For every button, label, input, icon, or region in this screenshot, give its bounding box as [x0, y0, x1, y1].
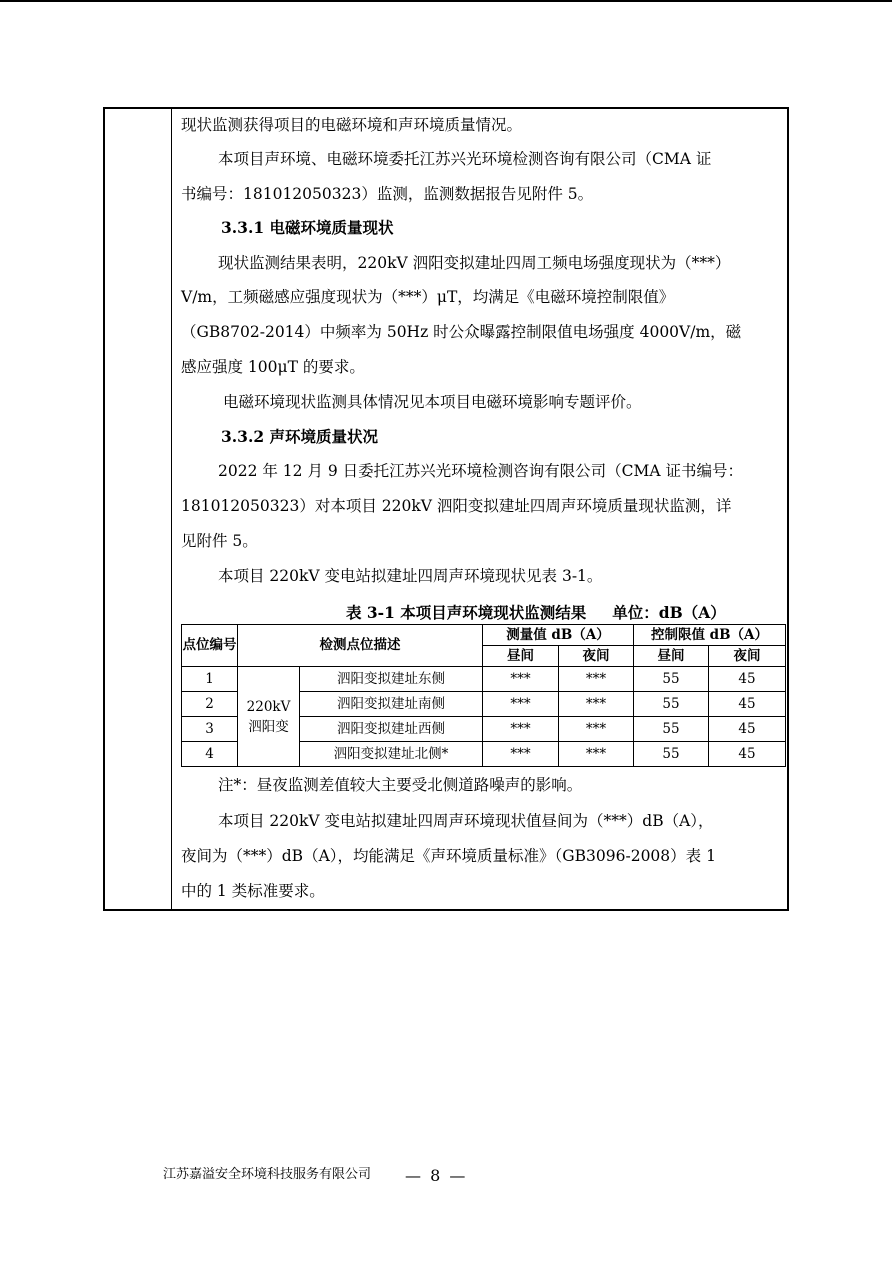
group-label: 220kV泗阳变	[246, 698, 291, 735]
paragraph-line: 电磁环境现状监测具体情况见本项目电磁环境影响专题评价。	[223, 393, 642, 411]
col-header-day: 昼间	[483, 646, 559, 667]
col-header-measured: 测量值 dB（A）	[483, 625, 634, 646]
cell-limit-day: 55	[634, 742, 709, 767]
cell-limit-day: 55	[634, 667, 709, 692]
section-heading-3-3-1: 3.3.1 电磁环境质量现状	[221, 218, 394, 237]
cell-desc: 泗阳变拟建址南侧	[300, 692, 483, 717]
table-title	[346, 601, 726, 623]
col-header-night: 夜间	[559, 646, 634, 667]
paragraph-line: （GB8702-2014）中频率为 50Hz 时公众曝露控制限值电场强度 4000V/m，磁	[181, 323, 742, 341]
cell-point-no: 3	[182, 717, 238, 742]
cell-measured-night: ***	[559, 742, 634, 767]
frame-divider	[171, 109, 172, 909]
table-row	[182, 667, 786, 692]
cell-desc: 泗阳变拟建址东侧	[300, 667, 483, 692]
paragraph-line: 本项目 220kV 变电站拟建址四周声环境现状见表 3-1。	[218, 567, 603, 585]
paragraph-line: 181012050323）对本项目 220kV 泗阳变拟建址四周声环境质量现状监测，详	[181, 497, 732, 515]
cell-measured-night: ***	[559, 692, 634, 717]
cell-measured-night: ***	[559, 667, 634, 692]
cell-measured-day: ***	[483, 692, 559, 717]
col-header-limit: 控制限值 dB（A）	[634, 625, 786, 646]
footer-company: 江苏嘉溢安全环境科技服务有限公司	[163, 1167, 372, 1182]
paragraph-line: 现状监测结果表明，220kV 泗阳变拟建址四周工频电场强度现状为（***）	[218, 254, 731, 272]
cell-limit-night: 45	[709, 667, 786, 692]
top-rule	[0, 0, 892, 2]
col-header-night: 夜间	[709, 646, 786, 667]
paragraph-line: 感应强度 100μT 的要求。	[181, 358, 365, 376]
paragraph-line: 本项目声环境、电磁环境委托江苏兴光环境检测咨询有限公司（CMA 证	[218, 150, 712, 168]
table-unit: 单位：dB（A）	[612, 603, 726, 622]
paragraph-line: 中的 1 类标准要求。	[181, 882, 325, 900]
cell-point-no: 2	[182, 692, 238, 717]
cell-measured-day: ***	[483, 667, 559, 692]
paragraph-line: 书编号：181012050323）监测，监测数据报告见附件 5。	[181, 185, 594, 203]
cell-point-no: 4	[182, 742, 238, 767]
cell-desc: 泗阳变拟建址西侧	[300, 717, 483, 742]
paragraph-line: 本项目 220kV 变电站拟建址四周声环境现状值昼间为（***）dB（A），	[218, 812, 714, 830]
paragraph-line: 夜间为（***）dB（A），均能满足《声环境质量标准》（GB3096-2008）表 1	[181, 847, 716, 865]
noise-monitoring-table	[181, 624, 786, 767]
cell-limit-night: 45	[709, 742, 786, 767]
col-header-desc: 检测点位描述	[238, 625, 483, 667]
cell-limit-day: 55	[634, 717, 709, 742]
cell-group	[238, 667, 300, 767]
cell-limit-night: 45	[709, 717, 786, 742]
content-frame	[103, 107, 789, 911]
cell-limit-night: 45	[709, 692, 786, 717]
table-note: 注*：昼夜监测差值较大主要受北侧道路噪声的影响。	[218, 776, 583, 794]
cell-desc: 泗阳变拟建址北侧*	[300, 742, 483, 767]
paragraph-line: 见附件 5。	[181, 532, 258, 550]
cell-measured-night: ***	[559, 717, 634, 742]
cell-measured-day: ***	[483, 717, 559, 742]
col-header-day: 昼间	[634, 646, 709, 667]
col-header-point: 点位编号	[182, 625, 238, 667]
paragraph-line: V/m，工频磁感应强度现状为（***）μT，均满足《电磁环境控制限值》	[181, 288, 675, 306]
cell-point-no: 1	[182, 667, 238, 692]
cell-limit-day: 55	[634, 692, 709, 717]
section-heading-3-3-2: 3.3.2 声环境质量状况	[221, 427, 379, 446]
cell-measured-day: ***	[483, 742, 559, 767]
paragraph-line: 2022 年 12 月 9 日委托江苏兴光环境检测咨询有限公司（CMA 证书编号：	[218, 462, 744, 480]
page-number: — 8 —	[405, 1166, 468, 1185]
paragraph-line: 现状监测获得项目的电磁环境和声环境质量情况。	[181, 116, 523, 134]
table-title-text: 表 3-1 本项目声环境现状监测结果	[346, 603, 587, 622]
